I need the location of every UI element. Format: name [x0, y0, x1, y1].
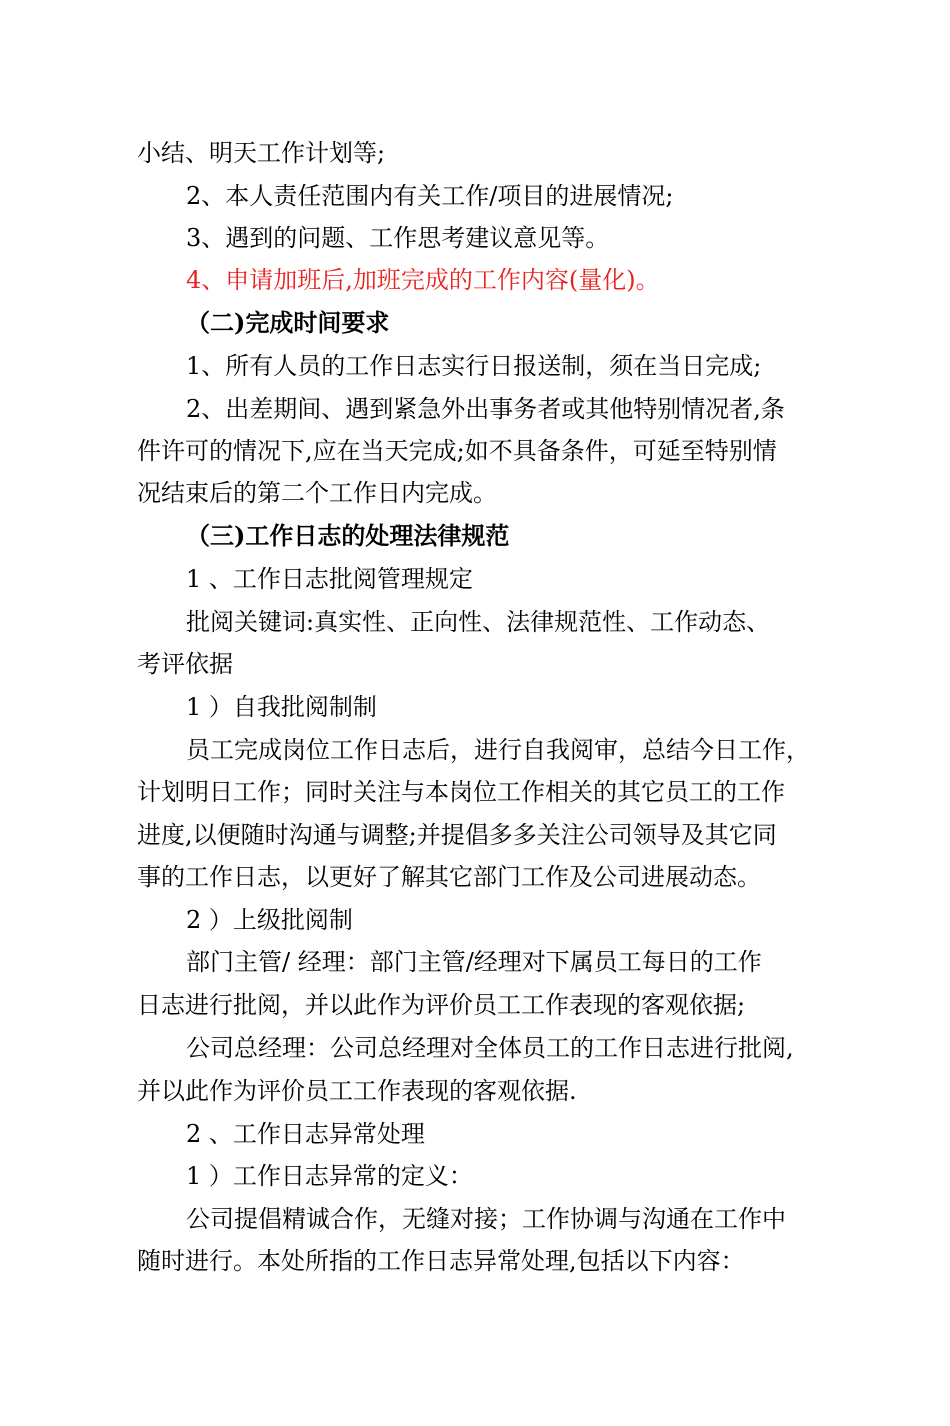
text-line: 考评依据 [137, 650, 233, 678]
text-line: 小结、明天工作计划等; [137, 139, 386, 167]
text-line: 部门主管/ 经理：部门主管/经理对下属员工每日的工作 [186, 948, 762, 976]
item-heading: 2 ）上级批阅制 [186, 906, 353, 934]
text-line: 批阅关键词:真实性、正向性、法律规范性、工作动态、 [186, 608, 771, 636]
text-line: 2、出差期间、遇到紧急外出事务者或其他特别情况者,条 [186, 395, 785, 423]
text-line: 3、遇到的问题、工作思考建议意见等。 [186, 224, 610, 252]
text-line: 事的工作日志，以更好了解其它部门工作及公司进展动态。 [137, 863, 761, 891]
section-heading: （二)完成时间要求 [186, 308, 390, 337]
item-heading: 1 ）工作日志异常的定义： [186, 1162, 473, 1190]
text-line: 随时进行。本处所指的工作日志异常处理,包括以下内容： [137, 1247, 745, 1275]
subsection-heading: 1 、工作日志批阅管理规定 [186, 565, 473, 593]
text-line: 件许可的情况下,应在当天完成;如不具备条件，可延至特别情 [137, 437, 777, 465]
text-line: 况结束后的第二个工作日内完成。 [137, 479, 497, 507]
text-line: 日志进行批阅，并以此作为评价员工工作表现的客观依据; [137, 991, 746, 1019]
text-line: 并以此作为评价员工工作表现的客观依据. [137, 1077, 577, 1105]
text-line: 进度,以便随时沟通与调整;并提倡多多关注公司领导及其它同 [137, 821, 777, 849]
text-line: 计划明日工作；同时关注与本岗位工作相关的其它员工的工作 [137, 778, 785, 806]
highlighted-text-line: 4、申请加班后,加班完成的工作内容(量化)。 [186, 266, 660, 294]
text-line: 员工完成岗位工作日志后，进行自我阅审，总结今日工作， [186, 736, 810, 764]
text-line: 公司总经理：公司总经理对全体员工的工作日志进行批阅, [186, 1034, 794, 1062]
text-line: 1、所有人员的工作日志实行日报送制，须在当日完成; [186, 352, 762, 380]
subsection-heading: 2 、工作日志异常处理 [186, 1120, 425, 1148]
section-heading: （三)工作日志的处理法律规范 [186, 521, 510, 550]
text-line: 公司提倡精诚合作，无缝对接；工作协调与沟通在工作中 [186, 1205, 786, 1233]
item-heading: 1 ）自我批阅制制 [186, 693, 377, 721]
text-line: 2、本人责任范围内有关工作/项目的进展情况; [186, 182, 674, 210]
